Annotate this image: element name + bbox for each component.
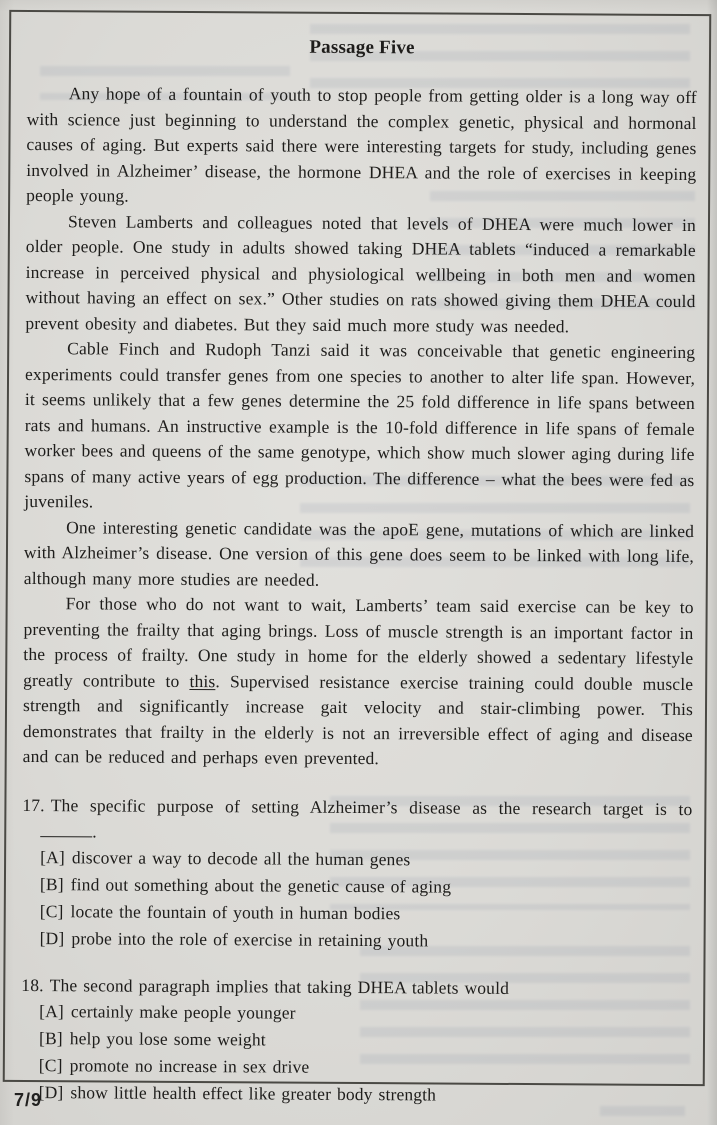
option-label-b: [B] [39, 873, 64, 894]
passage-body [23, 81, 697, 774]
page-number-footer: 7/9 [14, 1090, 43, 1110]
question-18-stem-line [21, 971, 691, 1001]
passage-paragraph-5-text: For those who do not want to wait, Lamberts’ team said exercise can be key to preventing the frailty that aging brings. Loss of muscle strength is an important factor in the process of frailty. One study in home for the elderly showed a sedentary lifestyle greatly contribute to [23, 593, 694, 691]
option-text: show little health effect like greater body strength [70, 1081, 437, 1104]
passage-paragraph-2: Steven Lamberts and colleagues noted that levels of DHEA were much lower in older people. One study in adults showed taking DHEA tablets “induced a remarkable increase in perceived physical and physiological wellbeing in both men and women without having an effect on sex.” Other studies on rats showed giving them DHEA could prevent obesity and diabetes. But they said much more study was needed. [25, 210, 697, 336]
answer-blank-underline [40, 821, 92, 837]
question-17-stem-line [22, 791, 692, 821]
answer-option-18b [39, 1025, 691, 1056]
option-text: help you lose some weight [69, 1027, 266, 1049]
question-18 [21, 971, 692, 1109]
question-17-answer-blank-line [22, 817, 692, 847]
option-label-a: [A] [39, 1000, 64, 1021]
option-text: locate the fountain of youth in human bodies [70, 900, 401, 923]
question-17-number: 17. [22, 794, 45, 815]
answer-option-18a [39, 998, 691, 1029]
passage-paragraph-5-text-continued: . Supervised resistance exercise training could double muscle strength and significantly increase gait velocity and stair-climbing power. This demonstrates that frailty in the elderly is not an irreversible effect of aging and disease and can be reduced and perhaps even prevented. [22, 670, 694, 769]
passage-paragraph-5 [23, 591, 694, 774]
question-17-options [22, 843, 693, 955]
answer-option-17d [40, 925, 692, 956]
option-label-c: [C] [39, 900, 64, 921]
passage-title: Passage Five [309, 36, 415, 59]
question-17 [22, 791, 693, 955]
option-text: promote no increase in sex drive [69, 1054, 310, 1077]
question-18-stem: The second paragraph implies that taking DHEA tablets would [49, 974, 510, 998]
option-label-d: [D] [39, 927, 65, 948]
question-18-number: 18. [21, 974, 44, 995]
option-text: probe into the role of exercise in retaining youth [71, 927, 429, 950]
option-label-c: [C] [38, 1054, 63, 1075]
answer-option-17c [40, 898, 692, 929]
blank-trailing-period: . [92, 820, 97, 841]
passage-paragraph-4: One interesting genetic candidate was the apoE gene, mutations of which are linked with Alzheimer’s disease. One version of this gene does seem to be linked with long life, although many more studies are needed. [23, 516, 695, 590]
underlined-word-this: this [189, 670, 216, 691]
passage-paragraph-1: Any hope of a fountain of youth to stop people from getting older is a long way off with science just beginning to understand the complex genetic, physical and hormonal causes of aging. But experts said there were interesting targets for study, including genes involved in Alzheimer’ disease, the hormone DHEA and the role of exercises in keeping people young. [26, 83, 697, 206]
option-text: find out something about the genetic cause of aging [70, 873, 452, 897]
answer-option-17a [40, 844, 692, 875]
option-text: certainly make people younger [70, 1000, 296, 1023]
option-label-b: [B] [38, 1027, 63, 1048]
question-17-stem: The specific purpose of setting Alzheimer’s disease as the research target is to [50, 794, 693, 819]
answer-option-18d [39, 1079, 691, 1110]
answer-option-18c [39, 1052, 691, 1083]
option-label-a: [A] [40, 846, 65, 867]
answer-option-17b [40, 871, 692, 902]
option-text: discover a way to decode all the human genes [71, 846, 411, 869]
option-label-d: [D] [38, 1081, 64, 1102]
question-18-options [21, 997, 692, 1109]
passage-paragraph-3: Cable Finch and Rudoph Tanzi said it was conceivable that genetic engineering experiments could transfer genes from one species to another to alter life span. However, it seems unlikely that a few genes determine the 25 fold difference in life spans between rats and humans. An instructive example is the 10-fold difference in life spans of female worker bees and queens of the same genotype, which show much slower aging during life spans of many active years of egg production. The difference – what the bees were fed as juveniles. [24, 338, 696, 512]
